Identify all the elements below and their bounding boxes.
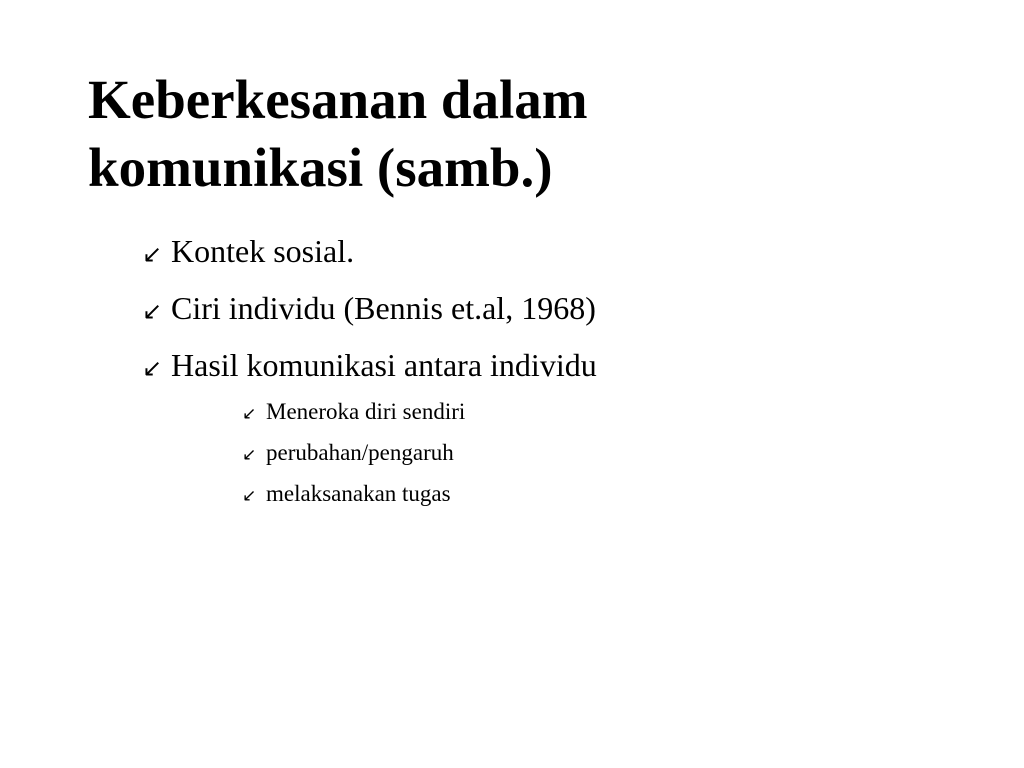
sub-list-item-label: perubahan/pengaruh — [266, 440, 454, 465]
arrow-southwest-icon: ↙ — [142, 297, 163, 325]
arrow-southwest-icon: ↙ — [242, 445, 257, 465]
arrow-southwest-icon: ↙ — [142, 354, 163, 382]
bullet-list-level-1 — [142, 232, 597, 403]
slide-title — [88, 66, 948, 202]
list-item-label: Ciri individu (Bennis et.al, 1968) — [171, 290, 596, 326]
list-item — [142, 232, 597, 289]
arrow-southwest-icon: ↙ — [242, 404, 257, 424]
sub-list-item — [242, 439, 465, 480]
list-item-label: Kontek sosial. — [171, 233, 355, 269]
sub-list-item-label: Meneroka diri sendiri — [266, 399, 466, 424]
title-line-1: Keberkesanan dalam — [88, 69, 588, 130]
arrow-southwest-icon: ↙ — [242, 486, 257, 506]
sub-list-item — [242, 398, 465, 439]
list-item — [142, 289, 597, 346]
title-line-2: komunikasi (samb.) — [88, 137, 553, 198]
arrow-southwest-icon: ↙ — [142, 240, 163, 268]
bullet-list-level-2 — [242, 398, 465, 521]
sub-list-item-label: melaksanakan tugas — [266, 481, 451, 506]
sub-list-item — [242, 480, 465, 521]
list-item-label: Hasil komunikasi antara individu — [171, 347, 597, 383]
list-item — [142, 346, 597, 403]
